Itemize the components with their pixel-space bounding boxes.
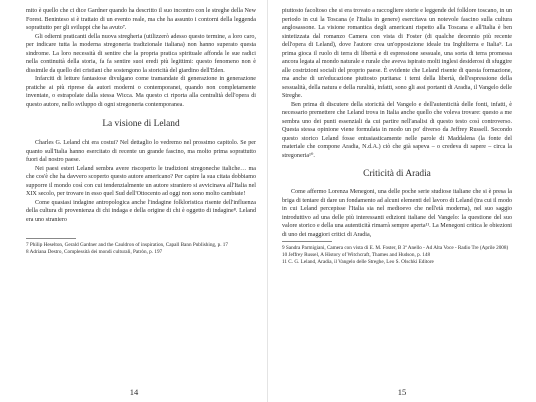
footnotes	[282, 245, 512, 266]
footnote-rule	[26, 238, 76, 239]
paragraph: Ben prima di discutere della storicità del Vangelo e dell'autenticità delle fonti, infatti, è necessario premettere che Leland trova in Italia anche quello che voleva trovare: questo a me sembra uno dei punti essenziali da cui partire nell'analisi di questo testo così controverso. Questa stessa opinione viene formulata in modo un po' diverso da Jeffrey Russell. Secondo questo storico Leland fosse entusiasticamente nelle parole di Maddalena (la fonte del materiale che compone Aradia, N.d.A.) ciò che già sapeva – o credeva di sapere – circa la stregoneria¹⁰.	[282, 101, 512, 159]
footnote: 7 Philip Heselton, Gerald Gardner and the Cauldron of inspiration, Capall Bann Publishing, p. 17	[26, 242, 228, 248]
footnotes	[26, 242, 256, 256]
footnote: 10 Jeffrey Russel, A History of Witchcraft, Thames and Hudson, p. 148	[282, 252, 431, 259]
section-heading: La visione di Leland	[102, 119, 180, 129]
footnote: 11 C. G. Leland, Aradia, il Vangelo delle Streghe, Leo S. Olschki Editore	[282, 259, 434, 266]
footnote: 9 Sandra Parmigiani, Camera con vista di E. M. Foster, B 3ª Anello - Ad Alta Voce - Radio Tre (Aprile 2008)	[282, 245, 509, 251]
paragraph: Gli odierni praticanti della nuova stregheria (utilizzerò adesso questo termine, a loro caro, per indicare tutta la moderna stregoneria tradizionale italiana) non hanno superato questa sindrome. La loro necessità di sentire che la propria pratica spirituale affonda le sue radici nella continuità della storia, fa fa sentire suoi eredi più legittimi: questo fenomeno non è dissimile da quello dei cristiani che sostengono la storicità del giardino dell'Eden.	[26, 33, 256, 74]
footnote-rule	[282, 241, 332, 242]
paragraph: Nei paesi esteri Leland sembra avere riscoperto le tradizioni stregoneche italiche… ma che cos'è che ha davvero scoperto questo autore americano? Per capire la sua citata dobbiamo supporre il mondo così con cui tendenzialmente un autore straniero si avvicinava all'Italia nel XIX secolo, per trovare in esso quel Sud dell'Ottocento ad oggi non sono molto cambiate!	[26, 165, 256, 197]
page-number: 14	[129, 387, 139, 397]
paragraph: Infarciti di letture fantasiose divulgano come tramandate di generazione in generazione pratiche ai più riprese da autori moderni o contemporanei, quando non completamente inventate, o estrapolate dalla stessa Wicca. Ma questo ci riporta alla centralità dell'opera di questo autore, nello sviluppo di ogni stregoneria contemporanea.	[26, 76, 256, 108]
page-number: 15	[397, 387, 407, 397]
section-heading: Criticità di Aradia	[363, 169, 431, 179]
paragraph: mito è quello che ci dice Gardner quando ha descritto il suo incontro con le streghe della New Forest. Beninteso si è trattato di un evento reale, ma che ha assunto i contorni della leggenda soprattutto per gli sviluppi che ha avuto⁷.	[26, 8, 256, 31]
paragraph: Come quasiasi indagine antropologica anche l'indagine folkloristica risente dell'influenza della cultura di provenienza di chi indaga e della origine di chi è oggetto di indagine⁸. Leland era uno straniero	[26, 199, 256, 223]
footnote: 8 Adriana Destro, Complessità dei mondi culturali, Patròn, p. 197	[26, 249, 163, 256]
paragraph: Come affermo Lorenza Menegoni, una delle poche serie studiose italiane che si è presa la briga di tentare di dare un fondamento ad alcuni elementi del lavoro di Leland (tra cui il modo in cui Leland percepisse l'Italia sia nel medioevo che nell'età moderna), nel suo saggio introduttivo ad una delle più interessanti edizioni italiane del Vangelo: la questione del suo valore storico e della una autenticità rimarrà sempre aperta¹¹. La Menegoni critica le obiezioni di uno dei maggiori critici di Aradia,	[282, 189, 512, 238]
right-page	[268, 0, 536, 402]
paragraph: piuttosto facoltoso che si era trovato a raccogliere storie e leggende del folklore toscano, in un periodo in cui la Toscana (e l'Italia in genere) esercitava un notevole fascino sulla cultura anglosassone. La visione romantica degli americani rispetto alla Toscana e all'Italia è ben sintetizzata dal romanzo Camera con vista di Foster (di qualche decennio più recente dell'opera di Leland), dove l'autore crea un'opposizione ideale tra Inghilterra e Italia⁹. La prima gioca il ruolo di terra di libertà e di espressione sessuale, una sorta di terra promessa ancora legata al mondo naturale e rurale che aveva ispirato molti inglesi desiderosi di sfuggire alle costrizioni sociali del proprio paese. È evidente che Leland risente di questa formazione, ma anche di un'educazione piuttosto puritana: i temi della libertà, dell'espressione della sessualità, della natura e della ruralità, infatti, sono gli assi portanti di Aradia, il Vangelo delle Streghe.	[282, 8, 512, 99]
paragraph: Charles G. Leland chi era costui? Nel dettaglio lo vedremo nel prossimo capitolo. Se per quanto sull'Italia hanno esercitato di recente un grande fascino, ma molto prima soprattutto fuori dal nostro paese.	[26, 140, 256, 163]
